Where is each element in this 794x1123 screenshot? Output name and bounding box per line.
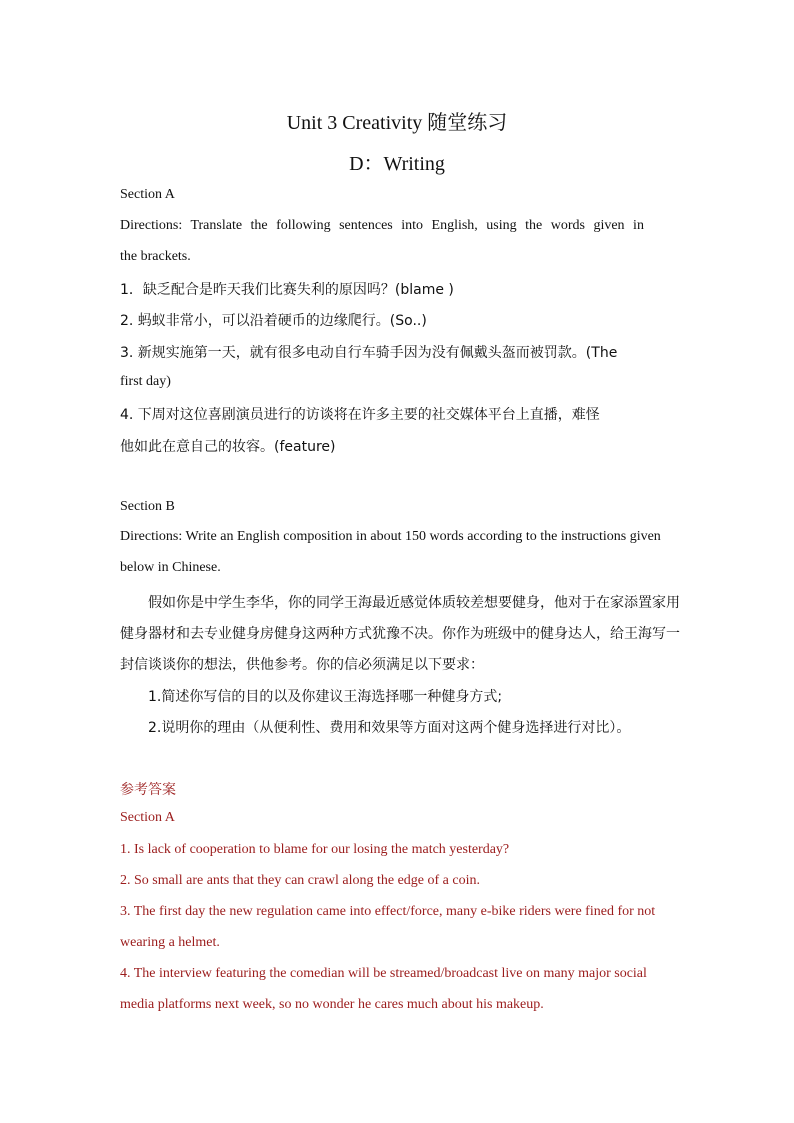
answer-line-1: 1. Is lack of cooperation to blame for our losing the match yesterday? — [120, 842, 510, 857]
answer-line-3: 3. The first day the new regulation came into effect/force, many e-bike riders were fined for not — [120, 904, 656, 919]
section-b-paragraph-line1: 假如你是中学生李华，你的同学王海最近感觉体质较差想要健身，他对于在家添置家用 — [148, 595, 680, 611]
answer-line-4-cont: media platforms next week, so no wonder he cares much about his makeup. — [120, 997, 544, 1012]
section-b-heading: Section B — [120, 499, 175, 514]
answers-heading: 参考答案 — [120, 782, 176, 798]
section-a-item-3: 3. 新规实施第一天，就有很多电动自行车骑手因为没有佩戴头盔而被罚款。(The — [120, 345, 618, 361]
section-b-directions-line2: below in Chinese. — [120, 560, 221, 575]
section-a-directions-line2: the brackets. — [120, 249, 191, 264]
section-b-requirement-1: 1.简述你写信的目的以及你建议王海选择哪一种健身方式; — [148, 689, 503, 705]
section-a-item-3-cont: first day) — [120, 374, 171, 389]
section-a-item-2: 2. 蚂蚁非常小，可以沿着硬币的边缘爬行。(So..) — [120, 313, 427, 329]
section-a-item-4: 4. 下周对这位喜剧演员进行的访谈将在许多主要的社交媒体平台上直播，难怪 — [120, 407, 600, 423]
answer-line-2: 2. So small are ants that they can crawl along the edge of a coin. — [120, 873, 480, 888]
section-a-heading: Section A — [120, 187, 175, 202]
section-a-item-1: 1．缺乏配合是昨天我们比赛失利的原因吗？(blame ) — [120, 282, 454, 298]
answers-section-heading: Section A — [120, 810, 175, 825]
page-subtitle: D：Writing — [349, 153, 445, 175]
answer-line-4: 4. The interview featuring the comedian will be streamed/broadcast live on many major social — [120, 966, 647, 981]
section-b-paragraph-line3: 封信谈谈你的想法，供他参考。你的信必须满足以下要求： — [120, 657, 484, 673]
section-b-requirement-2: 2.说明你的理由（从便利性、费用和效果等方面对这两个健身选择进行对比）。 — [148, 720, 631, 736]
section-a-item-4-cont: 他如此在意自己的妆容。(feature) — [120, 439, 336, 455]
section-b-paragraph-line2: 健身器材和去专业健身房健身这两种方式犹豫不决。你作为班级中的健身达人，给王海写一 — [120, 626, 680, 642]
page-title: Unit 3 Creativity 随堂练习 — [286, 112, 508, 134]
section-b-directions-line1: Directions: Write an English composition in about 150 words according to the instructions given — [120, 529, 661, 544]
section-a-directions-line1: Directions: Translate the following sentences into English, using the words given in — [120, 218, 644, 233]
answer-line-3-cont: wearing a helmet. — [120, 935, 220, 950]
